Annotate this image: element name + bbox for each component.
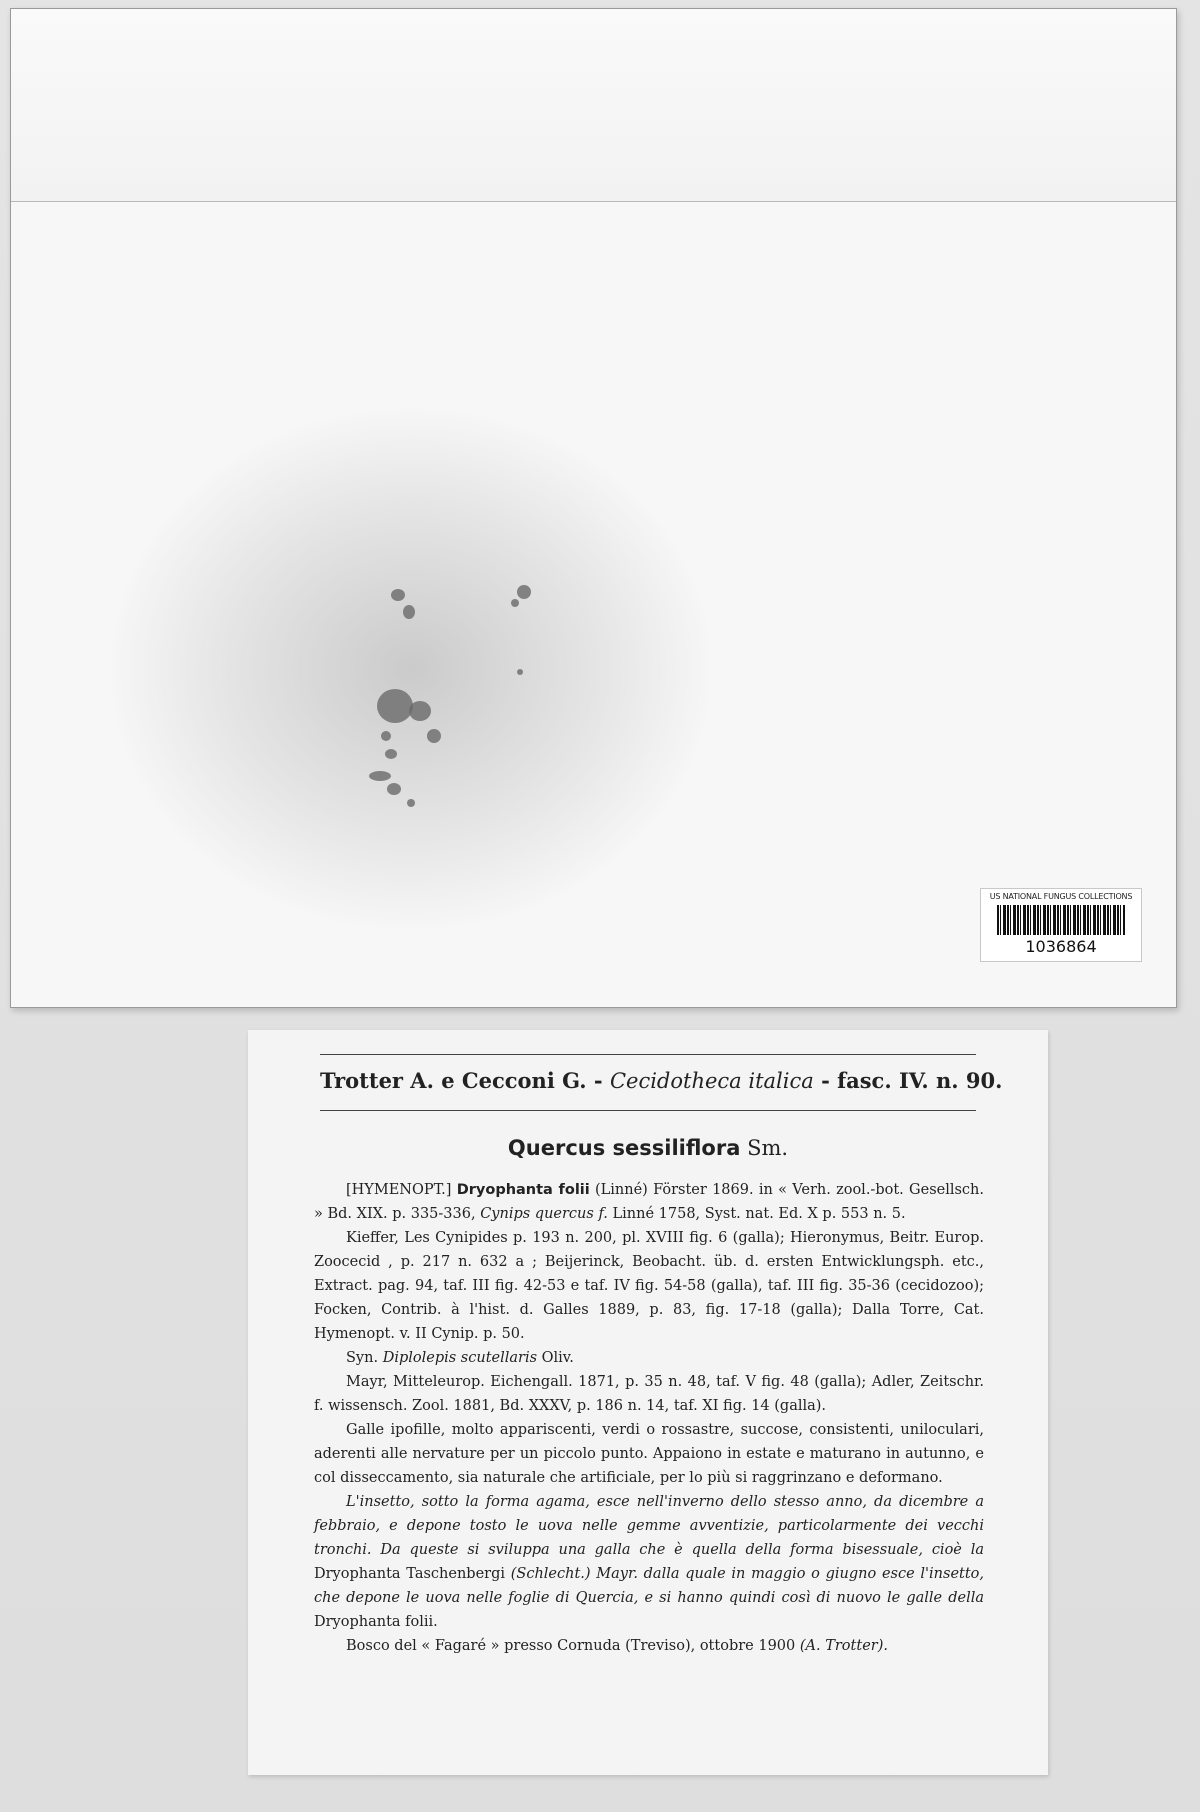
collector-name: (A. Trotter). [799, 1638, 888, 1654]
biology-text-2: (Schlecht.) Mayr. dalla quale in maggio o giugno esce l'insetto, che depone le uova nelle foglie di Quercia, e si hanno quindi così di nuovo le galle della [314, 1566, 985, 1606]
syn-name: Diplolepis scutellaris [382, 1350, 538, 1366]
barcode-bars [997, 905, 1125, 935]
insect-synonym-ref: Linné 1758, Syst. nat. Ed. X p. 553 n. 5. [612, 1206, 906, 1222]
gall-mark [427, 729, 441, 743]
label-body [314, 1178, 984, 1658]
gall-mark [381, 731, 391, 741]
locality-paragraph [314, 1634, 984, 1658]
synonym-paragraph [314, 1346, 984, 1370]
insect-name: Dryophanta folii [456, 1182, 590, 1198]
gall-mark [511, 599, 519, 607]
mayr-paragraph: Mayr, Mitteleurop. Eichengall. 1871, p. 35 n. 48, taf. V fig. 48 (galla); Adler, Zeitschr. f. wissensch. Zool. 1881, Bd. XXXV, p. 186 n. 14, taf. XI fig. 14 (galla). [314, 1374, 984, 1414]
host-plant [248, 1136, 1048, 1160]
packet-flap [11, 9, 1176, 202]
gall-mark [517, 585, 531, 599]
series-fascicle: - fasc. IV. n. 90. [821, 1068, 1003, 1093]
barcode-collection-name: US NATIONAL FUNGUS COLLECTIONS [989, 892, 1133, 901]
specimen-label [248, 1030, 1048, 1775]
biology-species-1: Dryophanta Taschenbergi [314, 1566, 506, 1582]
insect-order: [HYMENOPT.] [346, 1182, 452, 1198]
barcode-number: 1036864 [1025, 937, 1097, 956]
gall-mark [403, 605, 415, 619]
locality-text: Bosco del « Fagaré » presso Cornuda (Treviso), ottobre 1900 [346, 1638, 796, 1654]
gall-mark [369, 771, 391, 781]
label-top-rule [320, 1054, 976, 1055]
insect-entry [314, 1178, 984, 1226]
specimen-packet [10, 8, 1177, 1008]
gall-mark [377, 689, 413, 723]
host-name: Quercus sessiliflora [507, 1136, 741, 1160]
insect-synonym: Cynips quercus f. [480, 1206, 608, 1222]
biology-species-2: Dryophanta folii. [314, 1614, 438, 1630]
syn-prefix: Syn. [346, 1350, 379, 1366]
gall-mark [407, 799, 415, 807]
syn-author: Oliv. [541, 1350, 574, 1366]
series-title [320, 1068, 1003, 1093]
barcode-label [980, 888, 1142, 962]
biology-text-1: L'insetto, sotto la forma agama, esce nell'inverno dello stesso anno, da dicembre a febbraio, e depone tosto le uova nelle gemme avventizie, particolarmente dei vecchi tronchi. Da queste si sviluppa una galla che è quella della forma bisessuale, cioè la [314, 1494, 984, 1558]
host-author: Sm. [747, 1136, 789, 1160]
gall-mark [385, 749, 397, 759]
description-paragraph: Galle ipofille, molto appariscenti, verdi o rossastre, succose, consistenti, uniloculari, aderenti alle nervature per un piccolo punto. Appaiono in estate e maturano in autunno, e col disseccamento, sia naturale che artificiale, per lo più si raggrinzano e deformano. [314, 1422, 984, 1486]
gall-mark [391, 589, 405, 601]
references-paragraph: Kieffer, Les Cynipides p. 193 n. 200, pl. XVIII fig. 6 (galla); Hieronymus, Beitr. Europ. Zoocecid , p. 217 n. 632 a ; Beijerinck, Beobacht. üb. d. ersten Entwicklungsph. etc., Extract. pag. 94, taf. III fig. 42-53 e taf. IV fig. 54-58 (galla), taf. III fig. 35-36 (cecidozoo); Focken, Contrib. à l'hist. d. Galles 1889, p. 83, fig. 17-18 (galla); Dalla Torre, Cat. Hymenopt. v. II Cynip. p. 50. [314, 1230, 984, 1342]
label-bottom-rule [320, 1110, 976, 1111]
specimen-galls [351, 589, 571, 829]
biology-paragraph [314, 1490, 984, 1634]
gall-mark [517, 669, 523, 675]
insect-authority: (Linné) Förster 1869. in « Verh. zool.-bot. Gesellsch. » Bd. XIX. p. 335-336, [314, 1182, 985, 1222]
gall-mark [409, 701, 431, 721]
gall-mark [387, 783, 401, 795]
series-authors: Trotter A. e Cecconi G. - [320, 1068, 603, 1093]
series-name: Cecidotheca italica [609, 1069, 814, 1093]
